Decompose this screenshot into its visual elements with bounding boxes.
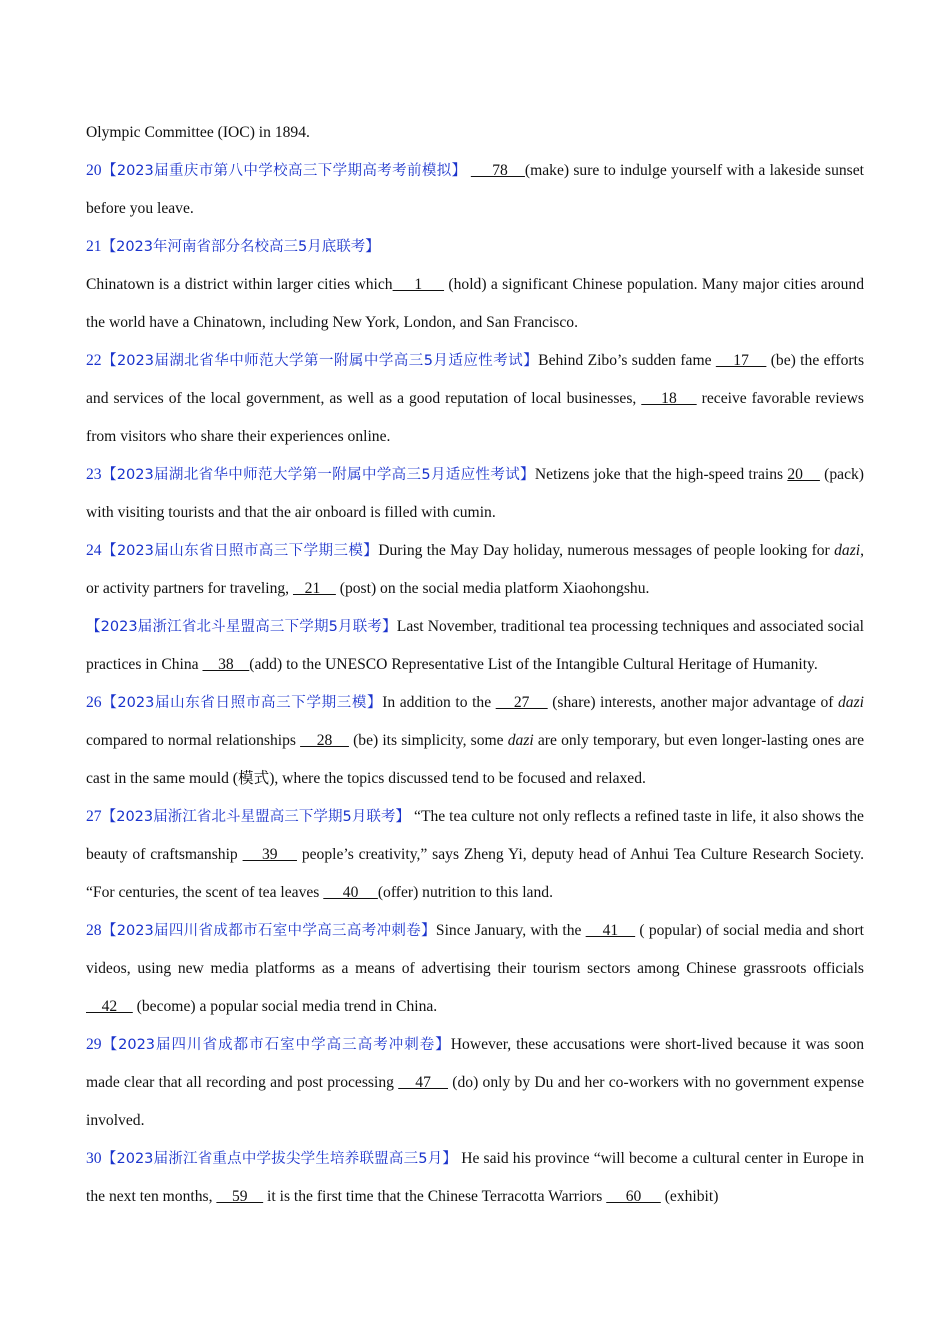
- answer-blank[interactable]: 42: [86, 998, 133, 1015]
- question-24: [86, 532, 864, 608]
- question-21: [86, 228, 864, 266]
- text: Since January, with the: [435, 922, 586, 939]
- question-23: [86, 456, 864, 532]
- text: , or activity partners for traveling,: [86, 542, 864, 597]
- text: (do) only by Du and her co-workers with no government expense involved.: [86, 1074, 865, 1129]
- text: He said his province “will become a cultural center in Europe in the next ten months,: [86, 1150, 864, 1205]
- question-21-text: [86, 266, 864, 342]
- text: ( popular) of social media and short videos, using new media platforms as a means of advertising their tourism sectors among Chinese grassroots officials: [86, 922, 864, 977]
- text: Behind Zibo’s sudden fame: [538, 352, 716, 369]
- source-label: 【2023届山东省日照市高三下学期三模】: [101, 695, 383, 711]
- source-label: 【2023届湖北省华中师范大学第一附属中学高三5月适应性考试】: [101, 467, 535, 483]
- question-25: [86, 608, 864, 684]
- text: Last November, traditional tea processing techniques and associated social practices in China: [86, 618, 864, 673]
- question-26: [86, 684, 864, 798]
- source-label: 【2023年河南省部分名校高三5月底联考】: [101, 239, 380, 255]
- answer-blank[interactable]: 38: [202, 656, 250, 673]
- source-label: 【2023届四川省成都市石室中学高三高考冲刺卷】: [101, 923, 436, 939]
- answer-blank[interactable]: 41: [585, 922, 636, 939]
- answer-blank[interactable]: 47: [398, 1074, 449, 1091]
- source-label: 【2023届浙江省重点中学拔尖学生培养联盟高三5月】: [101, 1151, 458, 1167]
- italic-term: dazi: [507, 732, 534, 749]
- question-number: 22: [86, 352, 102, 369]
- answer-blank[interactable]: 17: [715, 352, 767, 369]
- italic-term: dazi: [838, 694, 864, 711]
- answer-blank[interactable]: 1: [392, 276, 445, 293]
- text: “The tea culture not only reflects a refined taste in life, it also shows the beauty of craftsmanship: [86, 808, 864, 863]
- question-29: [86, 1026, 864, 1140]
- question-22: [86, 342, 864, 456]
- text: Olympic Committee (IOC) in 1894.: [86, 124, 310, 141]
- question-20: [86, 152, 864, 228]
- question-number: 28: [86, 922, 102, 939]
- text: During the May Day holiday, numerous messages of people looking for: [378, 542, 835, 559]
- answer-blank[interactable]: 39: [242, 846, 297, 863]
- text: Chinatown is a district within larger cities which: [86, 276, 393, 293]
- text: In addition to the: [382, 694, 496, 711]
- text: (make) sure to indulge yourself with a lakeside sunset before you leave.: [86, 162, 864, 217]
- answer-blank[interactable]: 28: [300, 732, 349, 749]
- source-label: 【2023届浙江省北斗星盟高三下学期5月联考】: [86, 619, 397, 635]
- answer-blank[interactable]: 59: [216, 1188, 264, 1205]
- text: (become) a popular social media trend in China.: [132, 998, 438, 1015]
- document-page: [86, 114, 864, 1216]
- answer-blank[interactable]: 78: [470, 162, 525, 179]
- question-number: 26: [86, 694, 102, 711]
- question-number: 21: [86, 238, 102, 255]
- text: (be) the efforts and services of the local government, as well as a good reputation of local businesses,: [86, 352, 865, 407]
- text: are only temporary, but even longer-lasting ones are cast in the same mould (模式), where the topics discussed tend to be focused and relaxed.: [86, 732, 864, 787]
- paragraph-olympic: [86, 114, 864, 152]
- text: receive favorable reviews from visitors who share their experiences online.: [86, 390, 864, 445]
- text: (be) its simplicity, some: [348, 732, 508, 749]
- answer-blank[interactable]: 60: [606, 1188, 661, 1205]
- text: (pack) with visiting tourists and that the air onboard is filled with cumin.: [86, 466, 864, 521]
- question-number: 30: [86, 1150, 102, 1167]
- source-label: 【2023届四川省成都市石室中学高三高考冲刺卷】: [101, 1037, 451, 1053]
- question-27: [86, 798, 864, 912]
- question-number: 27: [86, 808, 102, 825]
- question-number: 20: [86, 162, 102, 179]
- text: (share) interests, another major advantage of: [547, 694, 838, 711]
- answer-blank[interactable]: 20: [787, 466, 820, 483]
- answer-blank[interactable]: 40: [323, 884, 378, 901]
- source-label: 【2023届山东省日照市高三下学期三模】: [101, 543, 379, 559]
- text: people’s creativity,” says Zheng Yi, deputy head of Anhui Tea Culture Research Society. “For centuries, the scent of tea leaves: [86, 846, 864, 901]
- question-number: 23: [86, 466, 102, 483]
- text: (add) to the UNESCO Representative List of the Intangible Cultural Heritage of Humanity.: [249, 656, 818, 673]
- answer-blank[interactable]: 21: [292, 580, 336, 597]
- source-label: 【2023届重庆市第八中学校高三下学期高考考前模拟】: [101, 163, 467, 179]
- question-28: [86, 912, 864, 1026]
- text: it is the first time that the Chinese Terracotta Warriors: [263, 1188, 607, 1205]
- answer-blank[interactable]: 18: [641, 390, 697, 407]
- text: However, these accusations were short-lived because it was soon made clear that all recording and post processing: [86, 1036, 864, 1091]
- italic-term: dazi: [834, 542, 861, 559]
- question-30: [86, 1140, 864, 1216]
- source-label: 【2023届湖北省华中师范大学第一附属中学高三5月适应性考试】: [101, 353, 539, 369]
- text: (post) on the social media platform Xiaohongshu.: [335, 580, 650, 597]
- question-number: 24: [86, 542, 102, 559]
- answer-blank[interactable]: 27: [495, 694, 548, 711]
- question-number: 29: [86, 1036, 102, 1053]
- text: Netizens joke that the high-speed trains: [534, 466, 788, 483]
- source-label: 【2023届浙江省北斗星盟高三下学期5月联考】: [101, 809, 411, 825]
- text: (offer) nutrition to this land.: [377, 884, 553, 901]
- text: compared to normal relationships: [86, 732, 301, 749]
- text: (exhibit): [660, 1188, 719, 1205]
- text: (hold) a significant Chinese population. Many major cities around the world have a Chinatown, including New York, London, and San Francisco.: [86, 276, 864, 331]
